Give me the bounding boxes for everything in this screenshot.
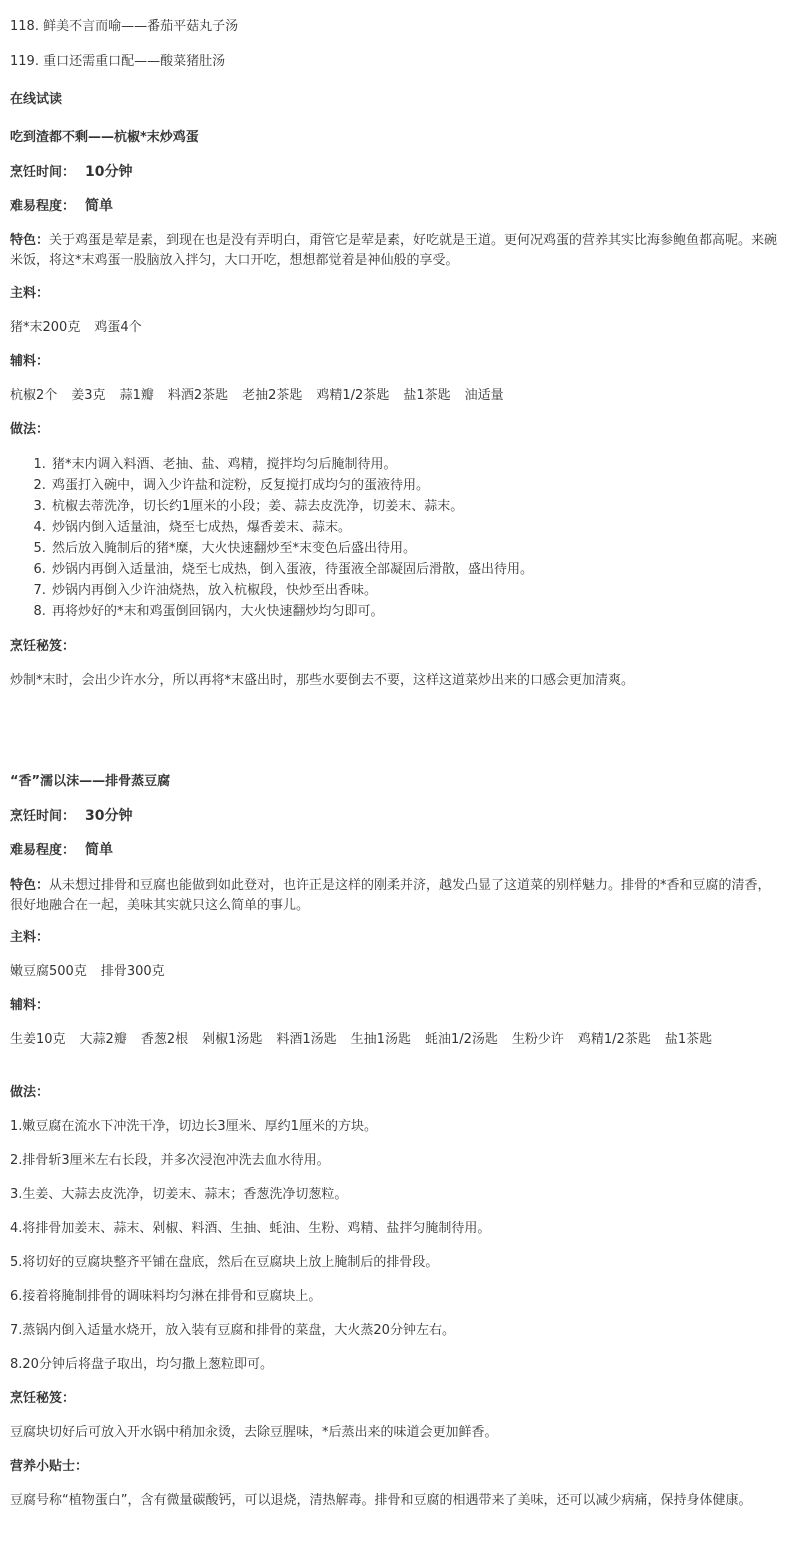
cooking-time-value: 10分钟 bbox=[85, 164, 133, 180]
main-ingredients-label: 主料： bbox=[10, 930, 50, 945]
nutrition-label: 营养小贴士： bbox=[10, 1459, 89, 1474]
method-step: 3. 杭椒去蒂洗净，切长约1厘米的小段；姜、蒜去皮洗净，切姜末、蒜末。 bbox=[50, 496, 533, 517]
difficulty-value: 简单 bbox=[85, 198, 114, 214]
method-step: 8. 再将炒好的*末和鸡蛋倒回锅内，大火快速翻炒均匀即可。 bbox=[50, 601, 533, 622]
aux-ingredients-label: 辅料： bbox=[10, 998, 50, 1013]
method-step: 4. 炒锅内倒入适量油，烧至七成热，爆香姜末、蒜末。 bbox=[50, 517, 533, 538]
feature-paragraph bbox=[10, 876, 782, 916]
ingredient: 大蒜2瓣 bbox=[79, 1032, 127, 1047]
cooking-time bbox=[10, 162, 782, 183]
ingredient: 香葱2根 bbox=[140, 1032, 189, 1047]
feature-label: 特色： bbox=[10, 878, 50, 893]
main-ingredients bbox=[10, 962, 782, 982]
cooking-time bbox=[10, 806, 782, 827]
feature-text: 从未想过排骨和豆腐也能做到如此登对，也许正是这样的刚柔并济，越发凸显了这道菜的别样魅力。排骨的*香和豆腐的清香，很好地融合在一起，美味其实就只这么简单的事儿。 bbox=[10, 878, 771, 913]
ingredient: 嫩豆腐500克 bbox=[10, 964, 87, 979]
difficulty-label: 难易程度： bbox=[10, 843, 76, 858]
toc-item: 119. 重口还需重口配——酸菜猪肚汤 bbox=[10, 54, 226, 69]
ingredient: 老抽2茶匙 bbox=[242, 388, 303, 403]
ingredient: 生抽1汤匙 bbox=[350, 1032, 411, 1047]
ingredient: 盐1茶匙 bbox=[664, 1032, 713, 1047]
method-step: 6. 炒锅内再倒入适量油，烧至七成热，倒入蛋液，待蛋液全部凝固后滑散，盛出待用。 bbox=[50, 559, 533, 580]
ingredient: 剁椒1汤匙 bbox=[202, 1032, 263, 1047]
method-step: 3.生姜、大蒜去皮洗净，切姜末、蒜末；香葱洗净切葱粒。 bbox=[10, 1187, 348, 1202]
ingredient: 生姜10克 bbox=[10, 1032, 66, 1047]
nutrition-text: 豆腐号称“植物蛋白”，含有微量碳酸钙，可以退烧，清热解毒。排骨和豆腐的相遇带来了美味，还可以减少病痛，保持身体健康。 bbox=[10, 1493, 752, 1508]
method-step: 7.蒸锅内倒入适量水烧开，放入装有豆腐和排骨的菜盘，大火蒸20分钟左右。 bbox=[10, 1323, 455, 1338]
ingredient: 鸡精1/2茶匙 bbox=[316, 388, 390, 403]
feature-text: 关于鸡蛋是荤是素，到现在也是没有弄明白，甭管它是荤是素，好吃就是王道。更何况鸡蛋的营养其实比海参鲍鱼都高呢。来碗米饭，将这*末鸡蛋一股脑放入拌匀，大口开吃，想想都觉着是神仙般的享受。 bbox=[10, 233, 778, 268]
ingredient: 鸡精1/2茶匙 bbox=[577, 1032, 651, 1047]
main-ingredients-label: 主料： bbox=[10, 286, 50, 301]
difficulty-label: 难易程度： bbox=[10, 199, 76, 214]
tips-text: 豆腐块切好后可放入开水锅中稍加汆烫，去除豆腥味，*后蒸出来的味道会更加鲜香。 bbox=[10, 1425, 498, 1440]
difficulty bbox=[10, 840, 782, 861]
method-step: 1. 猪*末内调入料酒、老抽、盐、鸡精，搅拌均匀后腌制待用。 bbox=[50, 454, 533, 475]
cooking-time-value: 30分钟 bbox=[85, 808, 133, 824]
method-steps bbox=[10, 454, 533, 622]
section-title: 在线试读 bbox=[10, 92, 63, 107]
difficulty bbox=[10, 196, 782, 217]
main-ingredients bbox=[10, 318, 782, 338]
tips-label: 烹饪秘笈： bbox=[10, 1391, 76, 1406]
difficulty-value: 简单 bbox=[85, 842, 114, 858]
method-step: 2. 鸡蛋打入碗中，调入少许盐和淀粉，反复搅打成均匀的蛋液待用。 bbox=[50, 475, 533, 496]
method-step: 6.接着将腌制排骨的调味料均匀淋在排骨和豆腐块上。 bbox=[10, 1289, 322, 1304]
recipe-title: 吃到渣都不剩——杭椒*末炒鸡蛋 bbox=[10, 130, 199, 145]
method-step: 5. 然后放入腌制后的猪*糜，大火快速翻炒至*末变色后盛出待用。 bbox=[50, 538, 533, 559]
feature-label: 特色： bbox=[10, 233, 50, 248]
ingredient: 杭椒2个 bbox=[10, 388, 58, 403]
method-step: 7. 炒锅内再倒入少许油烧热，放入杭椒段，快炒至出香味。 bbox=[50, 580, 533, 601]
cooking-time-label: 烹饪时间： bbox=[10, 809, 76, 824]
method-step: 2.排骨斩3厘米左右长段，并多次浸泡冲洗去血水待用。 bbox=[10, 1153, 330, 1168]
tips-label: 烹饪秘笈： bbox=[10, 639, 76, 654]
method-step: 8.20分钟后将盘子取出，均匀撒上葱粒即可。 bbox=[10, 1357, 273, 1372]
method-step: 1.嫩豆腐在流水下冲洗干净，切边长3厘米、厚约1厘米的方块。 bbox=[10, 1119, 377, 1134]
method-step: 5.将切好的豆腐块整齐平铺在盘底，然后在豆腐块上放上腌制后的排骨段。 bbox=[10, 1255, 439, 1270]
ingredient: 猪*末200克 bbox=[10, 320, 81, 335]
ingredient: 料酒2茶匙 bbox=[167, 388, 229, 403]
method-label: 做法： bbox=[10, 422, 50, 437]
ingredient: 生粉少许 bbox=[511, 1032, 564, 1047]
ingredient: 油适量 bbox=[464, 388, 504, 403]
aux-ingredients bbox=[10, 1030, 782, 1050]
ingredient: 蚝油1/2汤匙 bbox=[424, 1032, 498, 1047]
feature-paragraph bbox=[10, 231, 782, 271]
ingredient: 料酒1汤匙 bbox=[276, 1032, 337, 1047]
aux-ingredients bbox=[10, 386, 782, 406]
ingredient: 姜3克 bbox=[71, 388, 106, 403]
ingredient: 蒜1瓣 bbox=[119, 388, 154, 403]
tips-text: 炒制*末时，会出少许水分，所以再将*末盛出时，那些水要倒去不要，这样这道菜炒出来的口感会更加清爽。 bbox=[10, 673, 635, 688]
method-label: 做法： bbox=[10, 1085, 50, 1100]
ingredient: 鸡蛋4个 bbox=[94, 320, 142, 335]
cooking-time-label: 烹饪时间： bbox=[10, 165, 76, 180]
ingredient: 盐1茶匙 bbox=[403, 388, 451, 403]
ingredient: 排骨300克 bbox=[100, 964, 165, 979]
toc-item: 118. 鲜美不言而喻——番茄平菇丸子汤 bbox=[10, 19, 239, 34]
method-step: 4.将排骨加姜末、蒜末、剁椒、料酒、生抽、蚝油、生粉、鸡精、盐拌匀腌制待用。 bbox=[10, 1221, 491, 1236]
recipe-title: “香”濡以沫——排骨蒸豆腐 bbox=[10, 774, 171, 789]
aux-ingredients-label: 辅料： bbox=[10, 354, 50, 369]
